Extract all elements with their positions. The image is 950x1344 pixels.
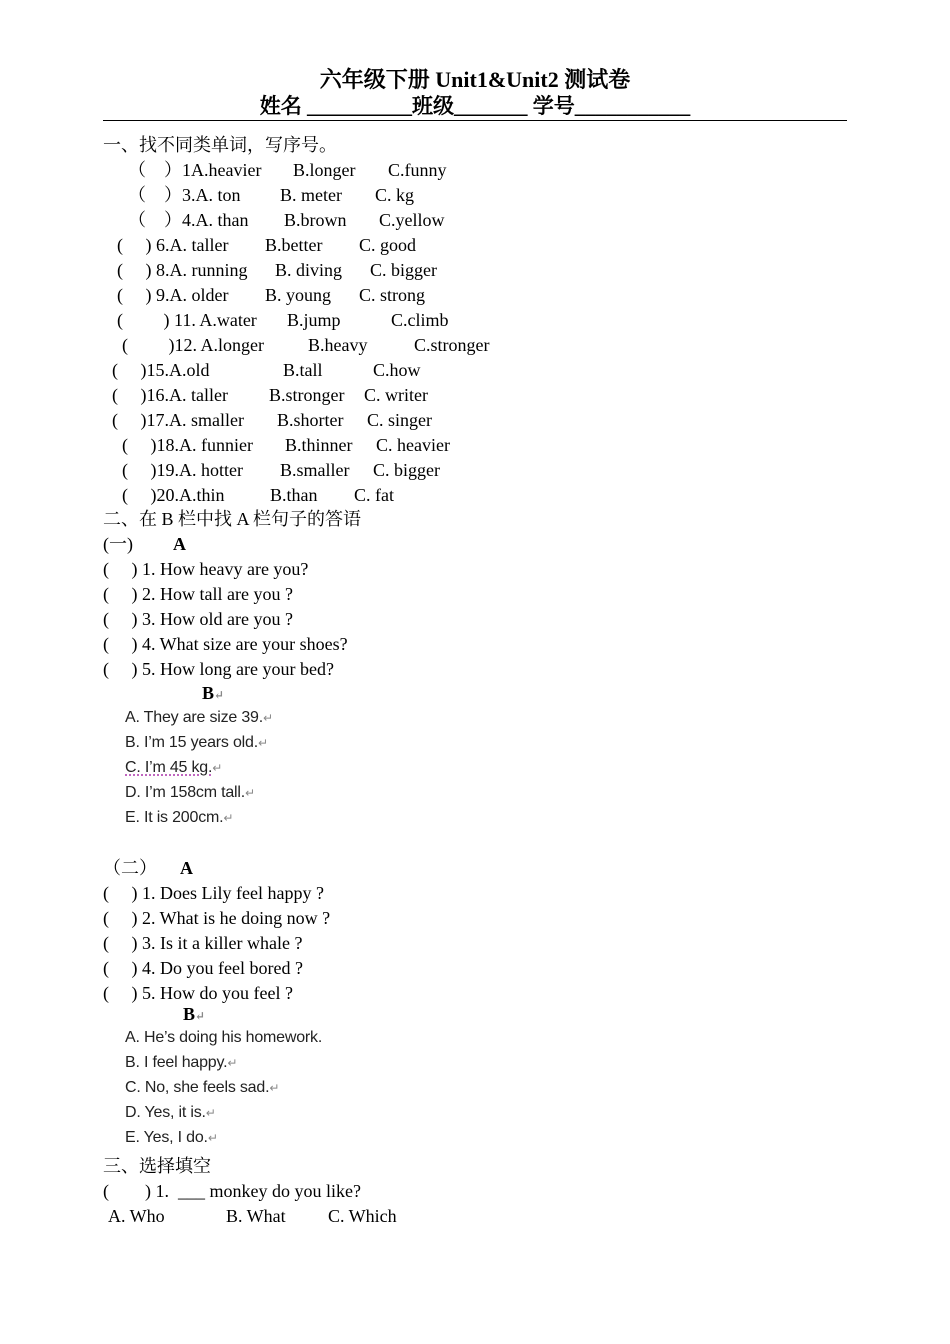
paragraph-mark: ↵ [257,736,268,750]
student-info-line: 姓名 __________班级_______ 学号___________ [259,94,691,118]
part1-answer-c [125,757,222,779]
row10-c: C. writer [364,385,428,405]
part1-answer-b [125,732,268,754]
part1-question-1: ( ) 1. How heavy are you? [103,559,309,579]
row5-c: C. bigger [370,260,437,280]
row14-b: B.than [270,485,318,505]
row5-b: B. diving [275,260,343,280]
section2-heading: 二、在 B 栏中找 A 栏句子的答语 [103,509,362,529]
part1-answer-a-text: A. They are size 39. [125,709,264,726]
part2-question-1: ( ) 1. Does Lily feel happy ? [103,883,324,903]
row6-c: C. strong [359,285,426,305]
paragraph-mark: ↵ [223,811,234,825]
part2-answer-b-text: B. I feel happy. [125,1054,228,1071]
part2-question-5: ( ) 5. How do you feel ? [103,983,293,1003]
part2-answer-d-text: D. Yes, it is. [125,1104,206,1121]
row4-a: ( ) 6.A. taller [117,235,229,255]
row1-a: （ ）1A.heavier [128,160,262,180]
part1-answer-e-text: E. It is 200cm. [125,809,224,826]
row8-b: B.heavy [308,335,368,355]
paragraph-mark: ↵ [214,688,225,702]
row9-b: B.tall [283,360,323,380]
section3-heading: 三、选择填空 [103,1156,211,1176]
row13-b: B.smaller [280,460,350,480]
option-a: A. Who [108,1206,165,1226]
paragraph-mark: ↵ [269,1081,280,1095]
row3-c: C.yellow [379,210,445,230]
row8-a: ( )12. A.longer [122,335,264,355]
row5-a: ( ) 8.A. running [117,260,248,280]
row9-a: ( )15.A.old [112,360,210,380]
row6-a: ( ) 9.A. older [117,285,229,305]
row7-a: ( ) 11. A.water [117,310,257,330]
part2-question-2: ( ) 2. What is he doing now ? [103,908,331,928]
part2-column-a: A [180,858,193,878]
part2-answer-c-text: C. No, she feels sad. [125,1079,270,1096]
part2-answer-a-text: A. He’s doing his homework. [125,1029,323,1046]
part1-question-2: ( ) 2. How tall are you ? [103,584,293,604]
row13-a: ( )19.A. hotter [122,460,243,480]
part1-answer-d [125,782,255,804]
row2-c: C. kg [375,185,415,205]
row4-b: B.better [265,235,323,255]
part1-answer-c-text: C. I’m 45 kg. [125,759,213,776]
part2-answer-c [125,1077,279,1099]
row2-a: （ ）3.A. ton [128,185,241,205]
paragraph-mark: ↵ [207,1131,218,1145]
paragraph-mark: ↵ [205,1106,216,1120]
section3-question-1: ( ) 1. ___ monkey do you like? [103,1181,361,1201]
part2-column-b [183,1003,205,1027]
part2-label: （二） [103,858,157,878]
part1-answer-e [125,807,233,829]
paragraph-mark: ↵ [212,761,223,775]
option-b: B. What [226,1206,286,1226]
row12-c: C. heavier [376,435,450,455]
row3-b: B.brown [284,210,347,230]
part1-question-3: ( ) 3. How old are you ? [103,609,293,629]
row11-c: C. singer [367,410,432,430]
row1-b: B.longer [293,160,356,180]
part1-column-b [202,682,224,706]
row6-b: B. young [265,285,332,305]
part1-column-a: A [173,534,186,554]
paragraph-mark: ↵ [195,1009,206,1023]
part2-column-b-label: B [183,1004,196,1024]
option-c: C. Which [328,1206,397,1226]
row11-b: B.shorter [277,410,344,430]
header-divider [103,120,847,121]
paragraph-mark: ↵ [263,711,273,725]
row3-a: （ ）4.A. than [128,210,249,230]
paragraph-mark: ↵ [245,786,255,800]
part2-answer-b [125,1052,237,1074]
part2-answer-a [125,1027,322,1049]
paragraph-mark: ↵ [227,1056,238,1070]
part2-question-3: ( ) 3. Is it a killer whale ? [103,933,303,953]
row14-a: ( )20.A.thin [122,485,225,505]
row1-c: C.funny [388,160,447,180]
section1-heading: 一、找不同类单词，写序号。 [103,135,337,155]
row8-c: C.stronger [414,335,490,355]
part1-label: (一) [103,534,133,554]
row7-b: B.jump [287,310,341,330]
row12-b: B.thinner [285,435,353,455]
row13-c: C. bigger [373,460,440,480]
part2-answer-e [125,1127,218,1149]
part2-answer-e-text: E. Yes, I do. [125,1129,208,1146]
part1-answer-b-text: B. I’m 15 years old. [125,734,258,751]
part1-column-b-label: B [202,683,215,703]
row2-b: B. meter [280,185,342,205]
row9-c: C.how [373,360,421,380]
part1-question-5: ( ) 5. How long are your bed? [103,659,334,679]
part1-question-4: ( ) 4. What size are your shoes? [103,634,348,654]
part2-answer-d [125,1102,216,1124]
part2-question-4: ( ) 4. Do you feel bored ? [103,958,303,978]
row14-c: C. fat [354,485,394,505]
row11-a: ( )17.A. smaller [112,410,244,430]
row7-c: C.climb [391,310,449,330]
row10-a: ( )16.A. taller [112,385,228,405]
page-title: 六年级下册 Unit1&Unit2 测试卷 [319,67,631,92]
row10-b: B.stronger [269,385,345,405]
row4-c: C. good [359,235,417,255]
part1-answer-d-text: D. I’m 158cm tall. [125,784,245,801]
part1-answer-a [125,707,273,729]
row12-a: ( )18.A. funnier [122,435,253,455]
